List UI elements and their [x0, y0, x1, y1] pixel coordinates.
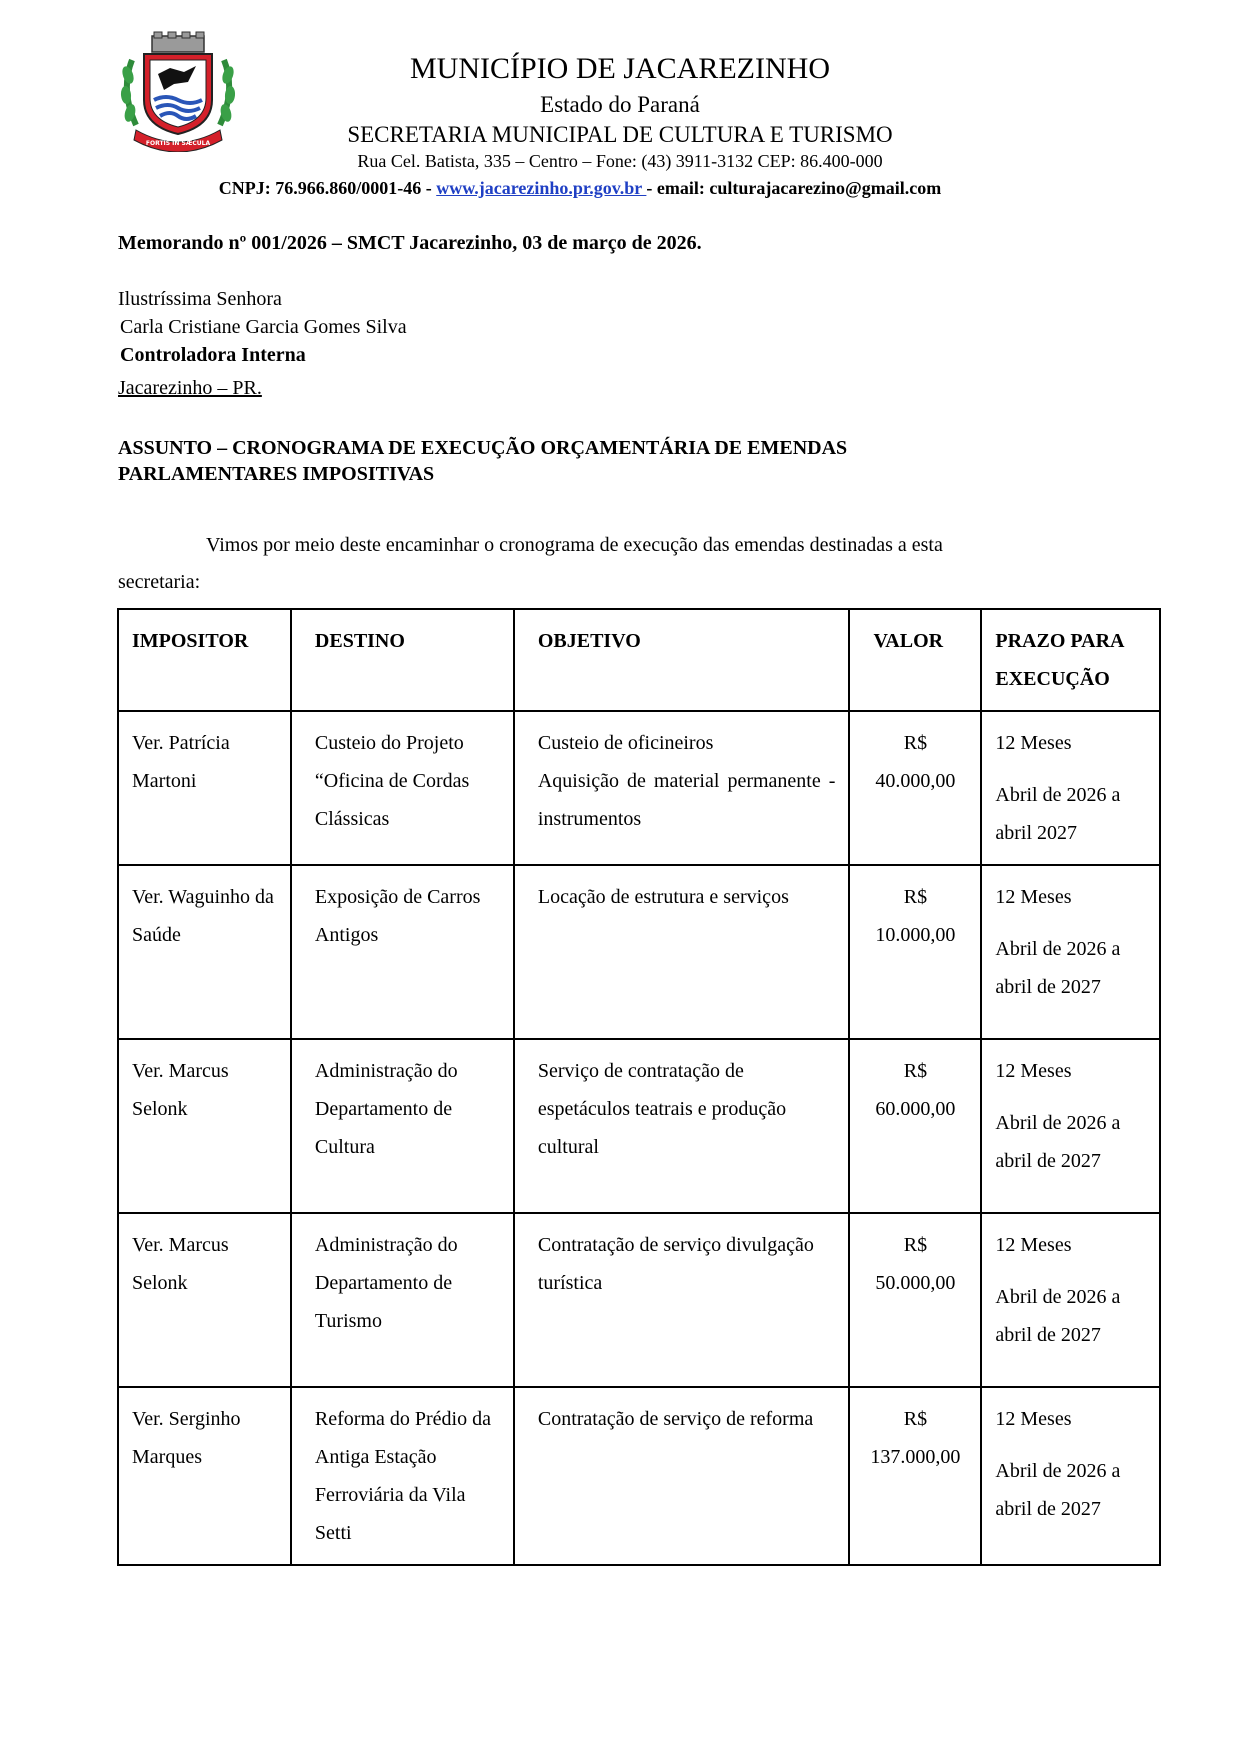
address-line: Rua Cel. Batista, 335 – Centro – Fone: (43) 3911-3132 CEP: 86.400-000: [357, 151, 883, 171]
cell-destino: Exposição de Carros Antigos: [291, 865, 514, 1039]
cell-valor: [849, 1387, 981, 1565]
recipient-city: Jacarezinho – PR.: [118, 377, 262, 399]
cell-destino: Administração do Departamento de Cultura: [291, 1039, 514, 1213]
cell-prazo-meses: 12 Meses: [995, 1060, 1072, 1082]
cell-prazo: [981, 1387, 1160, 1565]
cell-prazo-meses: 12 Meses: [995, 1408, 1072, 1430]
cell-valor-currency: R$: [903, 1408, 928, 1430]
crest-motto: FORTIS IN SÆCULA: [145, 140, 211, 147]
cell-impositor: Ver. Marcus Selonk: [118, 1039, 291, 1213]
municipality-title: MUNICÍPIO DE JACAREZINHO: [410, 52, 830, 85]
header-prazo-line2: EXECUÇÃO: [995, 668, 1110, 690]
cell-prazo: [981, 1039, 1160, 1213]
cell-prazo-meses: 12 Meses: [995, 732, 1072, 754]
email-text: - email: culturajacarezino@gmail.com: [646, 178, 942, 198]
contact-line: [0, 178, 1160, 199]
header-impositor: IMPOSITOR: [118, 609, 291, 711]
cell-prazo-periodo: Abril de 2026 a abril de 2027: [995, 938, 1121, 998]
subject-line: ASSUNTO – CRONOGRAMA DE EXECUÇÃO ORÇAMENTÁRIA DE EMENDAS PARLAMENTARES IMPOSITIVAS: [118, 437, 848, 485]
memo-title: Memorando nº 001/2026 – SMCT Jacarezinho, 03 de março de 2026.: [118, 232, 702, 254]
state-line: Estado do Paraná: [540, 92, 700, 117]
table-row: [118, 1213, 1160, 1387]
table-header-row: [118, 609, 1160, 711]
cell-valor-currency: R$: [903, 1234, 928, 1256]
department-line: SECRETARIA MUNICIPAL DE CULTURA E TURISMO: [347, 122, 893, 147]
cell-prazo-meses: 12 Meses: [995, 886, 1072, 908]
table-row: [118, 711, 1160, 865]
header-prazo-line1: PRAZO PARA: [995, 630, 1125, 652]
cell-destino: Reforma do Prédio da Antiga Estação Ferroviária da Vila Setti: [291, 1387, 514, 1565]
cell-prazo-periodo: Abril de 2026 a abril 2027: [995, 784, 1121, 844]
website-link[interactable]: www.jacarezinho.pr.gov.br: [436, 178, 647, 198]
cell-valor: [849, 1213, 981, 1387]
cell-impositor: Ver. Marcus Selonk: [118, 1213, 291, 1387]
recipient-name: Carla Cristiane Garcia Gomes Silva: [120, 316, 407, 338]
cell-valor-currency: R$: [903, 886, 928, 908]
cell-valor: [849, 711, 981, 865]
cell-prazo: [981, 1213, 1160, 1387]
header-objetivo: OBJETIVO: [514, 609, 850, 711]
header-destino: DESTINO: [291, 609, 514, 711]
cell-valor-amount: 40.000,00: [875, 770, 956, 792]
cell-prazo-periodo: Abril de 2026 a abril de 2027: [995, 1460, 1121, 1520]
cell-valor-amount: 60.000,00: [875, 1098, 956, 1120]
cell-valor-amount: 137.000,00: [870, 1446, 961, 1468]
cell-impositor: Ver. Serginho Marques: [118, 1387, 291, 1565]
cell-destino: Administração do Departamento de Turismo: [291, 1213, 514, 1387]
cell-impositor: Ver. Patrícia Martoni: [118, 711, 291, 865]
cell-prazo: [981, 711, 1160, 865]
recipient-salutation: Ilustríssima Senhora: [118, 288, 282, 310]
cell-valor: [849, 865, 981, 1039]
cell-objetivo-line2: Aquisição de material permanente - instrumentos: [537, 770, 836, 830]
cell-prazo-meses: 12 Meses: [995, 1234, 1072, 1256]
cell-objetivo: Serviço de contratação de espetáculos teatrais e produção cultural: [514, 1039, 850, 1213]
cell-valor: [849, 1039, 981, 1213]
emendas-table: [117, 608, 1161, 1566]
cell-objetivo-line1: Custeio de oficineiros: [537, 732, 714, 754]
cell-valor-amount: 10.000,00: [875, 924, 956, 946]
table-row: [118, 1387, 1160, 1565]
cell-objetivo: Contratação de serviço divulgação turística: [514, 1213, 850, 1387]
cell-valor-currency: R$: [903, 732, 928, 754]
table-row: [118, 1039, 1160, 1213]
cell-prazo: [981, 865, 1160, 1039]
municipal-crest-logo: [118, 30, 238, 152]
cell-valor-amount: 50.000,00: [875, 1272, 956, 1294]
cell-prazo-periodo: Abril de 2026 a abril de 2027: [995, 1286, 1121, 1346]
recipient-role: Controladora Interna: [120, 344, 306, 366]
header-valor: VALOR: [849, 609, 981, 711]
cell-objetivo: Contratação de serviço de reforma: [514, 1387, 850, 1565]
header-prazo: [981, 609, 1160, 711]
cell-objetivo: Locação de estrutura e serviços: [514, 865, 850, 1039]
body-line-1: Vimos por meio deste encaminhar o cronograma de execução das emendas destinadas a esta: [206, 534, 943, 556]
cell-prazo-periodo: Abril de 2026 a abril de 2027: [995, 1112, 1121, 1172]
cell-valor-currency: R$: [903, 1060, 928, 1082]
cell-objetivo: [514, 711, 850, 865]
table-row: [118, 865, 1160, 1039]
body-line-2: secretaria:: [118, 571, 201, 593]
cnpj-text: CNPJ: 76.966.860/0001-46 -: [218, 178, 437, 198]
cell-impositor: Ver. Waguinho da Saúde: [118, 865, 291, 1039]
cell-destino: Custeio do Projeto “Oficina de Cordas Clássicas: [291, 711, 514, 865]
